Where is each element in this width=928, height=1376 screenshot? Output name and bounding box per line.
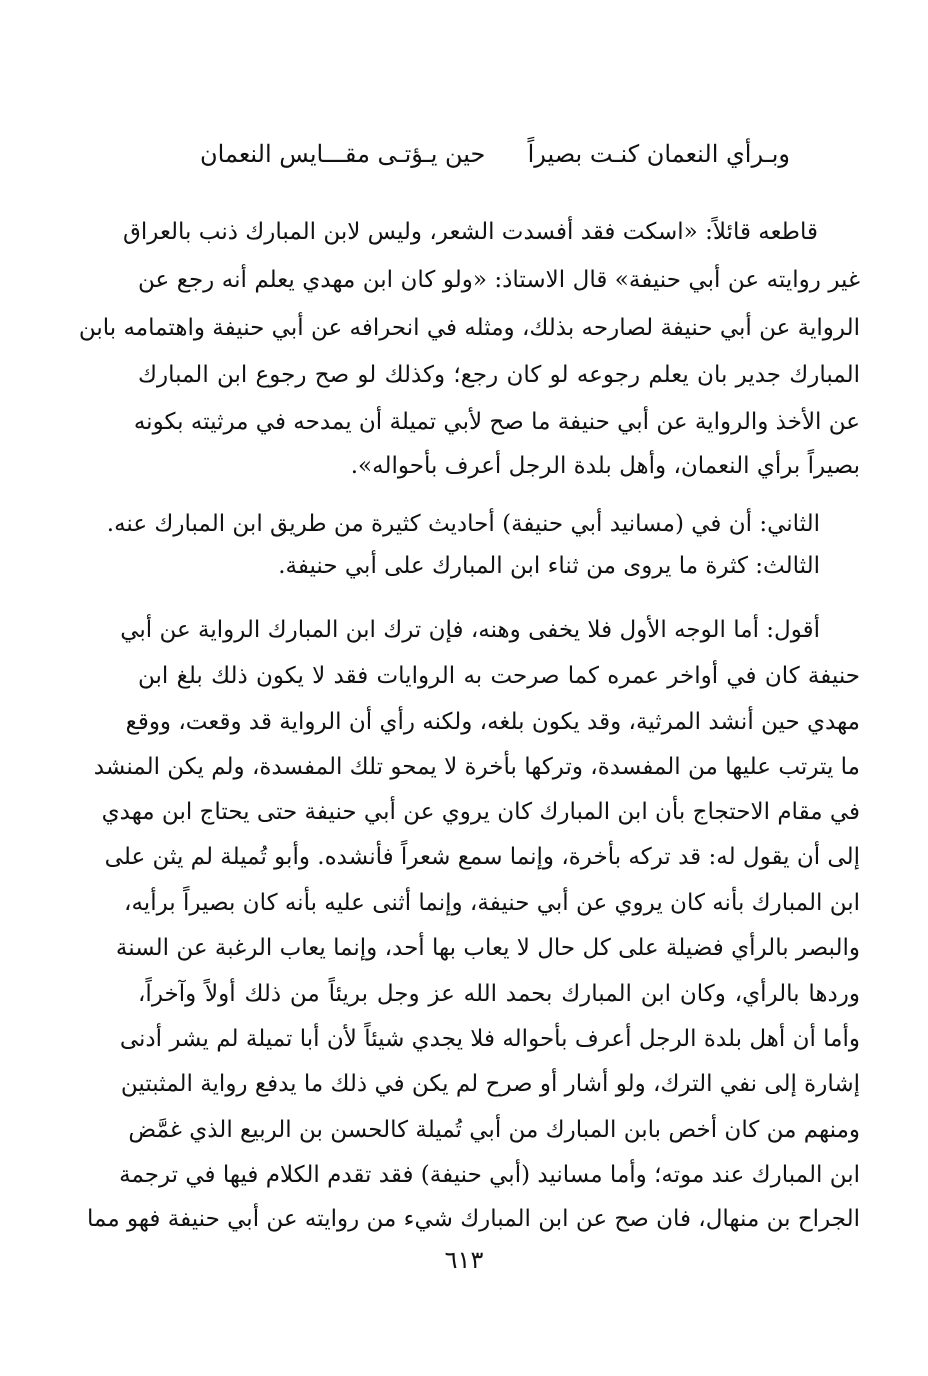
poetry-verse — [200, 132, 790, 176]
text-line: حنيفة كان في أواخر عمره كما صرحت به الروايات فقد لا يكون ذلك بلغ ابن — [138, 663, 860, 689]
text-line: إلى أن يقول له: قد تركه بأخرة، وإنما سمع شعراً فأنشده. وأبو تُميلة لم يثن على — [104, 844, 860, 870]
text-line: عن الأخذ والرواية عن أبي حنيفة ما صح لأبي تميلة أن يمدحه في مرثيته بكونه — [133, 409, 860, 435]
text-line: إشارة إلى نفي الترك، ولو أشار أو صرح لم يكن في ذلك ما يدفع رواية المثبتين — [120, 1071, 860, 1097]
text-line: وردها بالرأي، وكان ابن المبارك بحمد الله عز وجل بريئاً من ذلك أولاً وآخراً، — [138, 981, 860, 1007]
text-line: الثالث: كثرة ما يروى من ثناء ابن المبارك على أبي حنيفة. — [278, 553, 820, 579]
text-line: والبصر بالرأي فضيلة على كل حال لا يعاب بها أحد، وإنما يعاب الرغبة عن السنة — [115, 935, 860, 961]
text-line: الثاني: أن في (مسانيد أبي حنيفة) أحاديث كثيرة من طريق ابن المبارك عنه. — [106, 511, 820, 537]
text-line: في مقام الاحتجاج بأن ابن المبارك كان يروي عن أبي حنيفة حتى يحتاج ابن مهدي — [101, 799, 860, 825]
text-line: ابن المبارك بأنه كان يروي عن أبي حنيفة، وإنما أثنى عليه بأنه كان بصيراً برأيه، — [124, 890, 860, 916]
text-line: المبارك جدير بان يعلم رجوعه لو كان رجع؛ وكذلك لو صح رجوع ابن المبارك — [138, 362, 860, 388]
verse-first-hemistich: وبـرأي النعمان كنـت بصيراً — [527, 140, 790, 168]
text-line: ومنهم من كان أخص بابن المبارك من أبي تُميلة كالحسن بن الربيع الذي غمَّض — [128, 1117, 860, 1143]
page-number: ٦١٣ — [444, 1246, 484, 1274]
text-line: ابن المبارك عند موته؛ وأما مسانيد (أبي حنيفة) فقد تقدم الكلام فيها في ترجمة — [119, 1162, 860, 1188]
text-line: الرواية عن أبي حنيفة لصارحه بذلك، ومثله في انحرافه عن أبي حنيفة واهتمامه بابن — [78, 315, 860, 341]
text-line: بصيراً برأي النعمان، وأهل بلدة الرجل أعرف بأحواله». — [350, 453, 860, 479]
text-line: مهدي حين أنشد المرثية، وقد يكون بلغه، ولكنه رأي أن الرواية قد وقعت، ووقع — [125, 709, 860, 735]
text-line: أقول: أما الوجه الأول فلا يخفى وهنه، فإن ترك ابن المبارك الرواية عن أبي — [120, 617, 820, 643]
text-line: غير روايته عن أبي حنيفة» قال الاستاذ: «ولو كان ابن مهدي يعلم أنه رجع عن — [138, 267, 860, 293]
text-line: قاطعه قائلاً: «اسكت فقد أفسدت الشعر، وليس لابن المبارك ذنب بالعراق — [123, 219, 818, 245]
text-line: وأما أن أهل بلدة الرجل أعرف بأحواله فلا يجدي شيئاً لأن أبا تميلة لم يشر أدنى — [119, 1026, 860, 1052]
text-line: الجراح بن منهال، فان صح عن ابن المبارك شيء من روايته عن أبي حنيفة فهو مما — [87, 1206, 860, 1232]
verse-second-hemistich: حين يـؤتـى مقـــايس النعمان — [200, 140, 486, 168]
text-line: ما يترتب عليها من المفسدة، وتركها بأخرة لا يمحو تلك المفسدة، ولم يكن المنشد — [93, 754, 860, 780]
